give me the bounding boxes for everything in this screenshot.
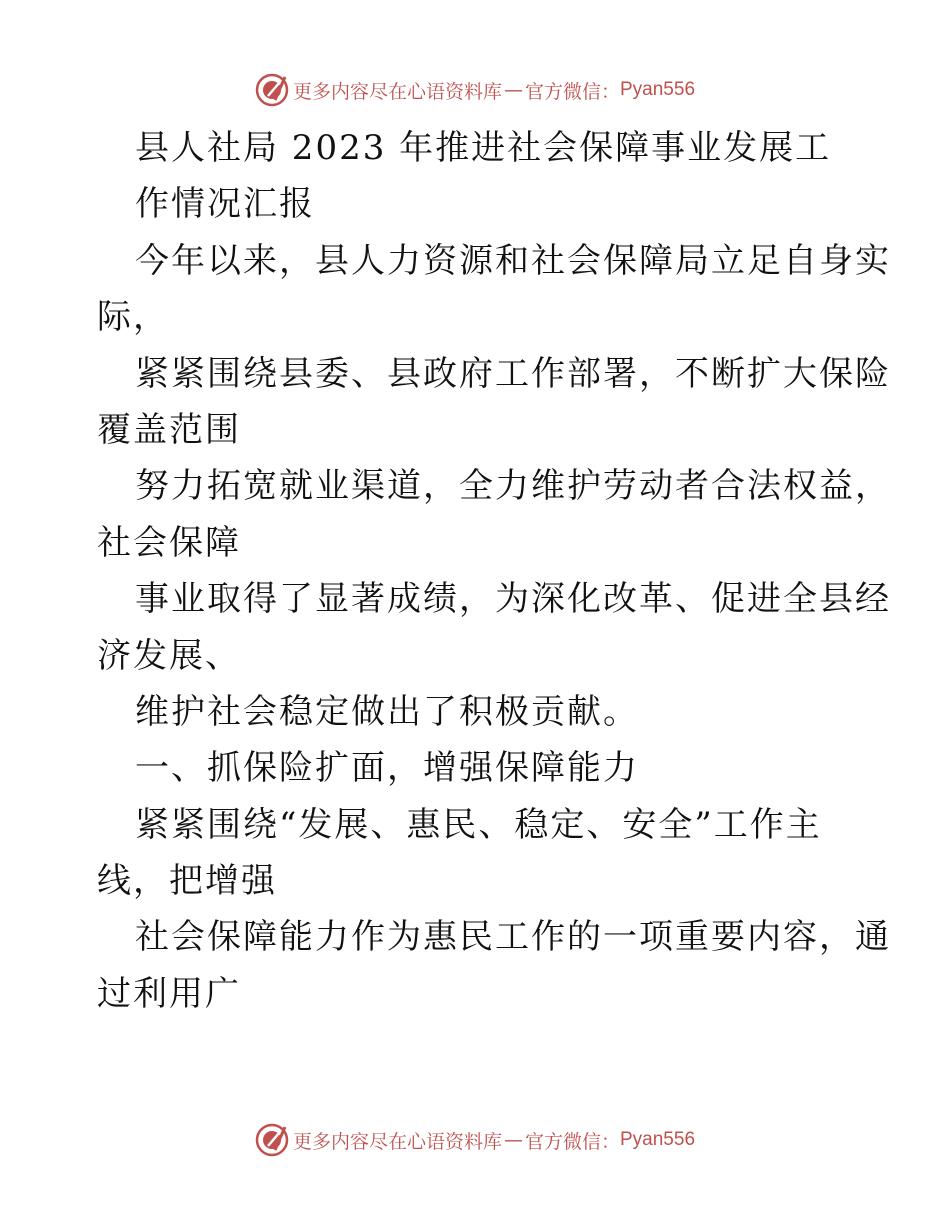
header-wechat-id: Pyan556 [620, 79, 696, 100]
title-line-2: 作情况汇报 [135, 184, 315, 225]
header-wechat-label: 官方微信： [524, 80, 620, 103]
paragraph-line: 线，把增强 [97, 861, 277, 902]
paragraph-line: 维护社会稳定做出了积极贡献。 [135, 691, 639, 732]
logo-icon [255, 1123, 289, 1157]
footer-separator: — [503, 1129, 523, 1151]
footer-slogan: 更多内容尽在心语资料库 [292, 1130, 502, 1153]
document-body [97, 120, 891, 1022]
paragraph-line: 济发展、 [97, 635, 241, 676]
paragraph-line: 社会保障能力作为惠民工作的一项重要内容，通 [135, 917, 891, 958]
header-slogan: 更多内容尽在心语资料库 [292, 80, 502, 103]
footer-banner [0, 1120, 950, 1160]
paragraph-line: 紧紧围绕“发展、惠民、稳定、安全”工作主 [135, 804, 822, 845]
section-heading: 一、抓保险扩面，增强保障能力 [135, 748, 639, 789]
paragraph-line: 社会保障 [97, 522, 241, 563]
title-line-1: 县人社局 2023 年推进社会保障事业发展工 [135, 128, 832, 168]
logo-icon [255, 73, 289, 107]
header-separator: — [503, 79, 523, 101]
paragraph-line: 过利用广 [97, 973, 241, 1014]
paragraph-line: 努力拓宽就业渠道，全力维护劳动者合法权益， [135, 466, 891, 507]
footer-wechat-label: 官方微信： [524, 1130, 620, 1153]
paragraph-line: 紧紧围绕县委、县政府工作部署，不断扩大保险 [135, 353, 891, 394]
header-banner [0, 70, 950, 110]
paragraph-line: 覆盖范围 [97, 409, 241, 450]
paragraph-line: 今年以来，县人力资源和社会保障局立足自身实 [135, 240, 891, 281]
paragraph-line: 事业取得了显著成绩，为深化改革、促进全县经 [135, 579, 891, 620]
paragraph-line: 际， [97, 297, 169, 338]
footer-wechat-id: Pyan556 [620, 1129, 696, 1150]
